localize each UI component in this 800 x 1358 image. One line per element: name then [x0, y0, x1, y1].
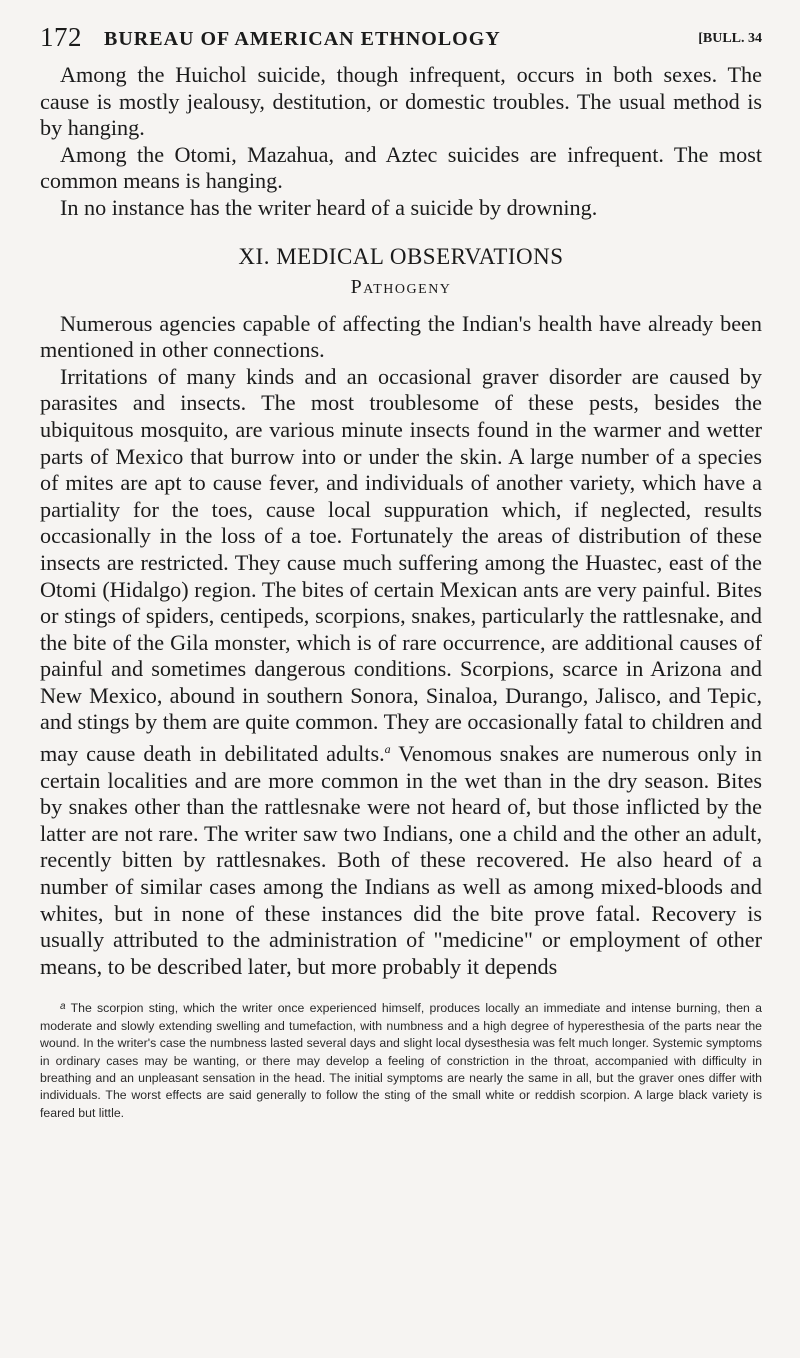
paragraph: In no instance has the writer heard of a suicide by drowning. [60, 194, 598, 220]
section-title: XI. MEDICAL OBSERVATIONS [238, 243, 564, 269]
paragraph-text: Venomous snakes are numerous only in certain localities and are more common in the wet than in the dry season. Bites by snakes other than the rattlesnake were not heard of, but those inflicted by the latter are not rare. The writer saw two Indians, one a child and the other an adult, recently bitten by rattlesnakes. Both of these recovered. He also heard of a number of similar cases among the Indians as well as among mixed-bloods and whites, but in none of these instances did the bite prove fatal. Recovery is usually attributed to the administration of "medicine" or employment of other means, to be described later, but more probably it depends [40, 741, 762, 979]
footnote-marker: a [60, 1001, 66, 1013]
running-title: BUREAU OF AMERICAN ETHNOLOGY [104, 28, 501, 50]
footnote [40, 998, 762, 1122]
page [40, 22, 762, 1122]
footnote-reference: a [384, 742, 391, 757]
paragraph [40, 364, 762, 981]
footnote-text: The scorpion sting, which the writer once experienced himself, produces locally an immediate and intense burning, then a moderate and slowly extending swelling and tumefaction, with numbness and a high degree of hyperesthesia of the parts near the wound. In the writer's case the numbness lasted several days and slight local dysesthesia was felt much longer. Systemic symptoms in ordinary cases may be wanting, or there may develop a feeling of constriction in the throat, accompanied with difficulty in breathing and an unpleasant sensation in the head. The initial symptoms are nearly the same in all, but the graver ones differ with individuals. The worst effects are said generally to follow the sting of the small white or reddish scorpion. A large black variety is feared but little. [40, 1001, 762, 1120]
page-number: 172 [40, 22, 82, 52]
body-text [40, 311, 762, 981]
paragraph: Among the Otomi, Mazahua, and Aztec suicides are infrequent. The most common means is hanging. [40, 141, 762, 194]
intro-paragraphs [40, 62, 762, 222]
paragraph: Numerous agencies capable of affecting the Indian's health have already been mentioned in other connections. [40, 310, 762, 363]
footnote-separator [40, 980, 762, 990]
paragraph-text: Irritations of many kinds and an occasional graver disorder are caused by parasites and insects. The most troublesome of these pests, besides the ubiquitous mosquito, are various minute insects found in the warmer and wetter parts of Mexico that burrow into or under the skin. A large number of a species of mites are apt to cause fever, and individuals of another variety, which have a partiality for the toes, cause local suppuration which, if neglected, results occasionally in the loss of a toe. Fortunately the areas of distribution of these insects are restricted. They cause much suffering among the Huastec, east of the Otomi (Hidalgo) region. The bites of certain Mexican ants are very painful. Bites or stings of spiders, centipeds, scorpions, snakes, particularly the rattlesnake, and the bite of the Gila monster, which is of rare occurrence, are additional causes of painful and sometimes dangerous conditions. Scorpions, scarce in Arizona and New Mexico, abound in southern Sonora, Sinaloa, Durango, Jalisco, and Tepic, and stings by them are quite common. They are occasionally fatal to children and may cause death in debilitated adults. [40, 363, 762, 767]
running-head [40, 22, 762, 62]
bulletin-number: [BULL. 34 [698, 31, 762, 46]
paragraph: Among the Huichol suicide, though infrequent, occurs in both sexes. The cause is mostly jealousy, destitution, or domestic troubles. The usual method is by hanging. [40, 62, 762, 141]
subsection-title: Pathogeny [350, 275, 452, 298]
